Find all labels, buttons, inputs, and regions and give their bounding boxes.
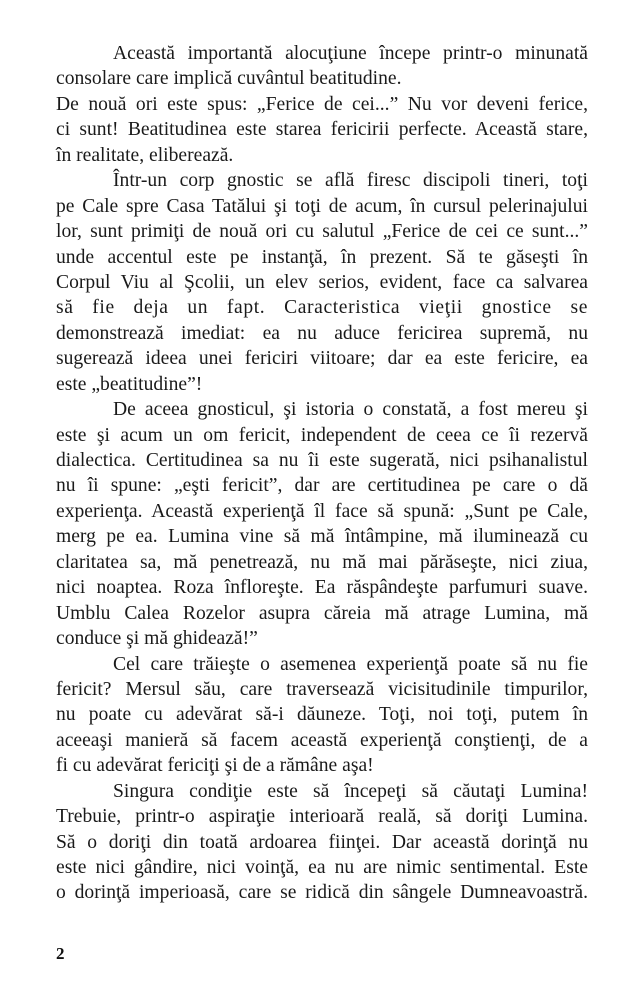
text-line: Această importantă alocuţiune începe printr-o minunată <box>113 43 588 64</box>
text-line: De aceea gnosticul, şi istoria o constată, a fost mereu şi <box>113 399 588 421</box>
text-line: este şi acum un om fericit, independent de ceea ce îi rezervă <box>56 424 588 446</box>
text-line: aceeaşi manieră să facem această experienţă conştienţi, de a <box>56 729 588 751</box>
text-line: să fie deja un fapt. Caracteristica vieţii gnostice se <box>56 297 588 319</box>
text-line: dialectica. Certitudinea sa nu îi este sugerată, nici psihanalistul <box>56 450 588 471</box>
text-line: sugerează ideea unei fericiri viitoare; dar ea este fericire, ea <box>56 348 588 370</box>
text-line: demonstrează imediat: ea nu aduce fericirea supremă, nu <box>56 322 588 344</box>
text-line: Singura condiţie este să începeţi să căutaţi Lumina! <box>113 780 588 802</box>
text-line: ci sunt! Beatitudinea este starea fericirii perfecte. Această stare, <box>56 119 588 141</box>
text-line: în realitate, eliberează. <box>56 144 234 166</box>
text-line: Cel care trăieşte o asemenea experienţă poate să nu fie <box>113 653 588 675</box>
page-body-text <box>56 41 588 906</box>
page-number: 2 <box>56 944 65 963</box>
text-line: lor, sunt primiţi de nouă ori cu salutul „Ferice de cei ce sunt...” <box>56 221 588 243</box>
text-line: este nici gândire, nici voinţă, ea nu are nimic sentimental. Este <box>56 857 588 878</box>
text-line: nu îi spune: „eşti fericit”, dar are certitudinea pe care o dă <box>56 475 588 497</box>
text-line: Corpul Viu al Şcolii, un elev serios, evident, face ca salvarea <box>56 271 588 293</box>
text-line: pe Cale spre Casa Tatălui şi toţi de acum, în cursul pelerinajului <box>56 195 588 217</box>
text-line: conduce şi mă ghidează!” <box>56 628 258 650</box>
text-line: Trebuie, printr-o aspiraţie interioară reală, să doriţi Lumina. <box>56 806 588 828</box>
text-line: nici noaptea. Roza înfloreşte. Ea răspândeşte parfumuri suave. <box>56 577 588 599</box>
text-line: Să o doriţi din toată ardoarea fiinţei. Dar această dorinţă nu <box>56 831 588 853</box>
text-line: Într-un corp gnostic se află firesc discipoli tineri, toţi <box>113 170 588 192</box>
text-line: merg pe ea. Lumina vine să mă întâmpine, mă iluminează cu <box>56 526 588 548</box>
text-line: nu poate cu adevărat să-i dăuneze. Toţi, noi toţi, putem în <box>56 704 588 726</box>
text-line: experienţa. Această experienţă îl face să spună: „Sunt pe Cale, <box>56 500 588 522</box>
text-line: o dorinţă imperioasă, care se ridică din sângele Dumneavoastră. <box>56 882 588 904</box>
text-line: Umblu Calea Rozelor asupra căreia mă atrage Lumina, mă <box>56 602 588 624</box>
text-line: fericit? Mersul său, care traversează vicisitudinile timpurilor, <box>56 678 588 700</box>
text-line: claritatea sa, mă penetrează, nu mă mai părăseşte, nici ziua, <box>56 551 588 573</box>
text-line: fi cu adevărat fericiţi şi de a rămâne aşa! <box>56 755 374 777</box>
text-line: consolare care implică cuvântul beatitudine. <box>56 68 402 90</box>
text-line: este „beatitudine”! <box>56 373 203 395</box>
text-line: unde accentul este pe instanţă, în prezent. Să te găseşti în <box>56 246 588 268</box>
text-line: De nouă ori este spus: „Ferice de cei...” Nu vor deveni ferice, <box>56 93 588 115</box>
